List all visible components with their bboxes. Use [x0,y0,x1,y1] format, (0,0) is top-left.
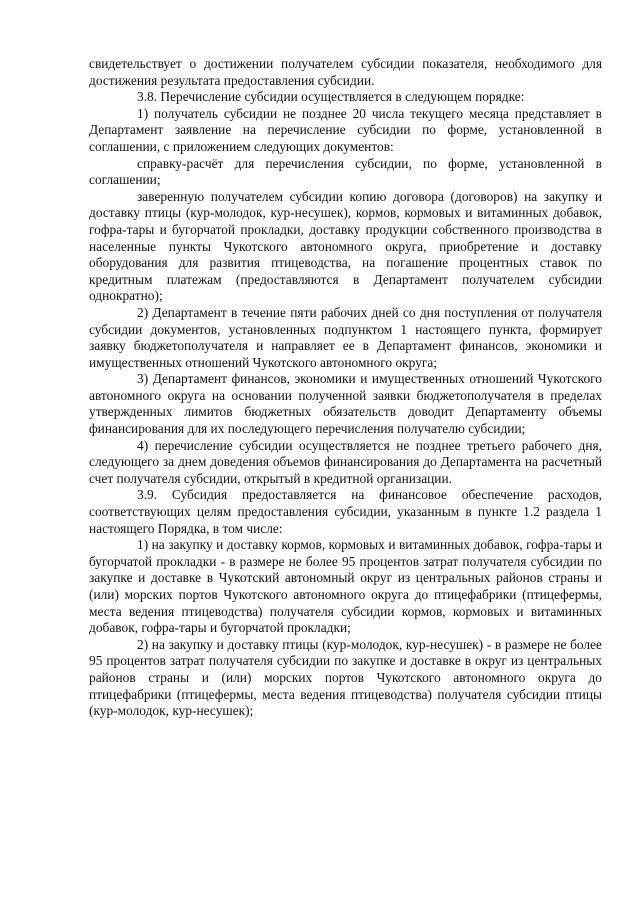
paragraph-3-9-heading: 3.9. Субсидия предоставляется на финансовое обеспечение расходов, соответствующих целям предоставления субсидии, указанным в пункте 1.2 раздела 1 настоящего Порядка, в том числе: [89,487,602,536]
paragraph-document-contract-copy: заверенную получателем субсидии копию договора (договоров) на закупку и доставку птицы (кур-молодок, кур-несушек), кормов, кормовых и витаминных добавок, гофра-тары и бугорчатой прокладки, доставку продукции собственного производства в населенные пункты Чукотского автономного округа, приобретение и доставку оборудования для развития птицеводства, на погашение процентных ставок по кредитным платежам (предоставляются в Департамент получателем субсидии однократно); [89,188,602,304]
paragraph-3-8-item-3: 3) Департамент финансов, экономики и имущественных отношений Чукотского автономного округа на основании полученной заявки бюджетополучателя в пределах утвержденных лимитов бюджетных обязательств доводит Департаменту объемы финансирования для их последующего перечисления получателю субсидии; [89,371,602,437]
paragraph-3-9-item-2: 2) на закупку и доставку птицы (кур-молодок, кур-несушек) - в размере не более 95 процентов затрат получателя субсидии по закупке и доставке в округ из центральных районов страны и (или) морских портов Чукотского автономного округа до птицефабрики (птицефермы, места ведения птицеводства) получателя субсидии птицы (кур-молодок, кур-несушек); [89,636,602,719]
document-page [89,56,602,720]
paragraph-3-8-item-4: 4) перечисление субсидии осуществляется не позднее третьего рабочего дня, следующего за днем доведения объемов финансирования до Департамента на расчетный счет получателя субсидии, открытый в кредитной организации. [89,437,602,486]
paragraph-3-8-item-1: 1) получатель субсидии не позднее 20 числа текущего месяца представляет в Департамент заявление на перечисление субсидии по форме, установленной в соглашении, с приложением следующих документов: [89,105,602,154]
paragraph-3-8-heading: 3.8. Перечисление субсидии осуществляется в следующем порядке: [137,89,525,105]
paragraph-3-9-item-1: 1) на закупку и доставку кормов, кормовых и витаминных добавок, гофра-тары и бугорчатой прокладки - в размере не более 95 процентов затрат получателя субсидии по закупке и доставке в Чукотский автономный округ из центральных районов страны и (или) морских портов Чукотского автономного округа до птицефабрики (птицефермы, места ведения птицеводства) получателя субсидии кормов, кормовых и витаминных добавок, гофра-тары и бугорчатой прокладки; [89,537,602,636]
paragraph-document-calculation: справку-расчёт для перечисления субсидии, по форме, установленной в соглашении; [89,155,602,188]
paragraph-continuation: свидетельствует о достижении получателем субсидии показателя, необходимого для достижения результата предоставления субсидии. [89,56,602,88]
paragraph-3-8-item-2: 2) Департамент в течение пяти рабочих дней со дня поступления от получателя субсидии документов, установленных подпунктом 1 настоящего пункта, формирует заявку бюджетополучателя и направляет ее в Департамент финансов, экономики и имущественных отношений Чукотского автономного округа; [89,304,602,370]
